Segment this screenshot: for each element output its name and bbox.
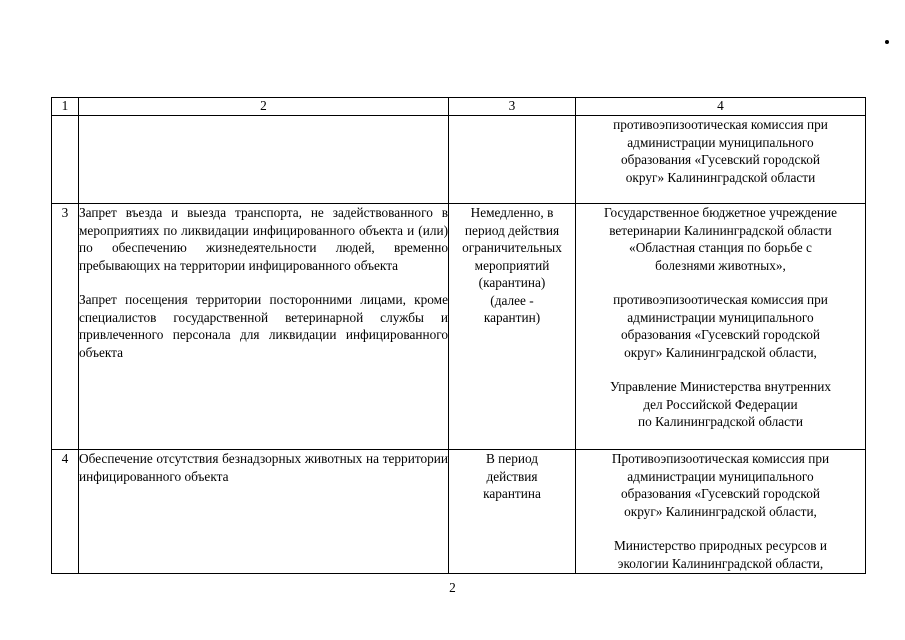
responsible-line: Противоэпизоотическая комиссия при bbox=[611, 451, 830, 466]
measure-cell bbox=[79, 450, 449, 574]
responsible-line: дел Российской Федерации bbox=[643, 396, 798, 412]
responsible-line: «Областная станция по борьбе с bbox=[629, 240, 812, 255]
timing-line: Немедленно, в bbox=[470, 205, 554, 220]
timing-cell bbox=[449, 204, 576, 450]
timing-cell bbox=[449, 450, 576, 574]
measure-text: Запрет въезда и выезда транспорта, не задействованного в мероприятиях по ликвидации инфицированного объекта и (или) по обеспечению жизнедеятельности людей, временно пребывающих на территории инфицированного объекта bbox=[79, 205, 448, 273]
responsible-line: администрации муниципального bbox=[627, 309, 814, 325]
timing-line: мероприятий bbox=[474, 257, 550, 273]
table-row bbox=[52, 450, 866, 574]
responsible-party bbox=[576, 450, 865, 520]
responsible-party bbox=[576, 204, 865, 274]
responsible-party bbox=[576, 378, 865, 431]
header-col-4: 4 bbox=[576, 98, 866, 116]
responsible-line: округ» Калининградской области, bbox=[624, 344, 817, 360]
responsible-line: Государственное бюджетное учреждение bbox=[604, 205, 837, 220]
measures-table bbox=[51, 97, 866, 574]
responsible-party bbox=[576, 537, 865, 572]
responsible-line: образования «Гусевский городской bbox=[621, 152, 820, 167]
measure-text: Запрет посещения территории посторонними лицами, кроме специалистов государственной ветеринарной службы и привлеченного персонала для ликвидации инфицированного объекта bbox=[79, 292, 448, 360]
timing-line: В период bbox=[485, 451, 538, 466]
responsible-cell bbox=[576, 204, 866, 450]
page-number: 2 bbox=[449, 580, 456, 595]
header-row bbox=[52, 98, 866, 116]
timing-line: карантин) bbox=[483, 310, 541, 325]
responsible-line: по Калининградской области bbox=[638, 414, 803, 429]
timing-line: (далее - bbox=[490, 292, 534, 308]
responsible-party bbox=[576, 291, 865, 361]
responsible-line: болезнями животных», bbox=[655, 257, 786, 273]
timing-line: (карантина) bbox=[478, 275, 546, 290]
header-col-3: 3 bbox=[449, 98, 576, 116]
timing-cell bbox=[449, 116, 576, 204]
responsible-line: Управление Министерства внутренних bbox=[609, 379, 832, 394]
row-number: 4 bbox=[52, 450, 79, 574]
responsible-line: экологии Калининградской области, bbox=[617, 555, 824, 571]
measure-cell bbox=[79, 116, 449, 204]
row-number bbox=[52, 116, 79, 204]
responsible-line: противоэпизоотическая комиссия при bbox=[613, 292, 828, 307]
responsible-line: округ» Калининградской области, bbox=[624, 503, 817, 519]
responsible-line: администрации муниципального bbox=[627, 468, 814, 484]
responsible-line: образования «Гусевский городской bbox=[621, 327, 820, 342]
responsible-line: Министерство природных ресурсов и bbox=[613, 538, 828, 553]
timing-line: карантина bbox=[483, 486, 541, 501]
responsible-line: округ» Калининградской области bbox=[625, 169, 816, 185]
header-col-1: 1 bbox=[52, 98, 79, 116]
timing-line: ограничительных bbox=[462, 240, 562, 255]
responsible-line: ветеринарии Калининградской области bbox=[609, 222, 832, 238]
row-number: 3 bbox=[52, 204, 79, 450]
table-row bbox=[52, 116, 866, 204]
responsible-line: образования «Гусевский городской bbox=[621, 486, 820, 501]
responsible-line: администрации муниципального bbox=[627, 134, 814, 150]
timing-line: период действия bbox=[464, 222, 560, 238]
responsible-cell bbox=[576, 116, 866, 204]
stray-mark bbox=[885, 40, 889, 44]
measure-text: Обеспечение отсутствия безнадзорных животных на территории инфицированного объекта bbox=[79, 451, 448, 484]
responsible-cell bbox=[576, 450, 866, 574]
responsible-party bbox=[576, 116, 865, 186]
table-row bbox=[52, 204, 866, 450]
header-col-2: 2 bbox=[79, 98, 449, 116]
measure-cell bbox=[79, 204, 449, 450]
responsible-line: противоэпизоотическая комиссия при bbox=[613, 117, 828, 132]
timing-line: действия bbox=[486, 468, 538, 484]
